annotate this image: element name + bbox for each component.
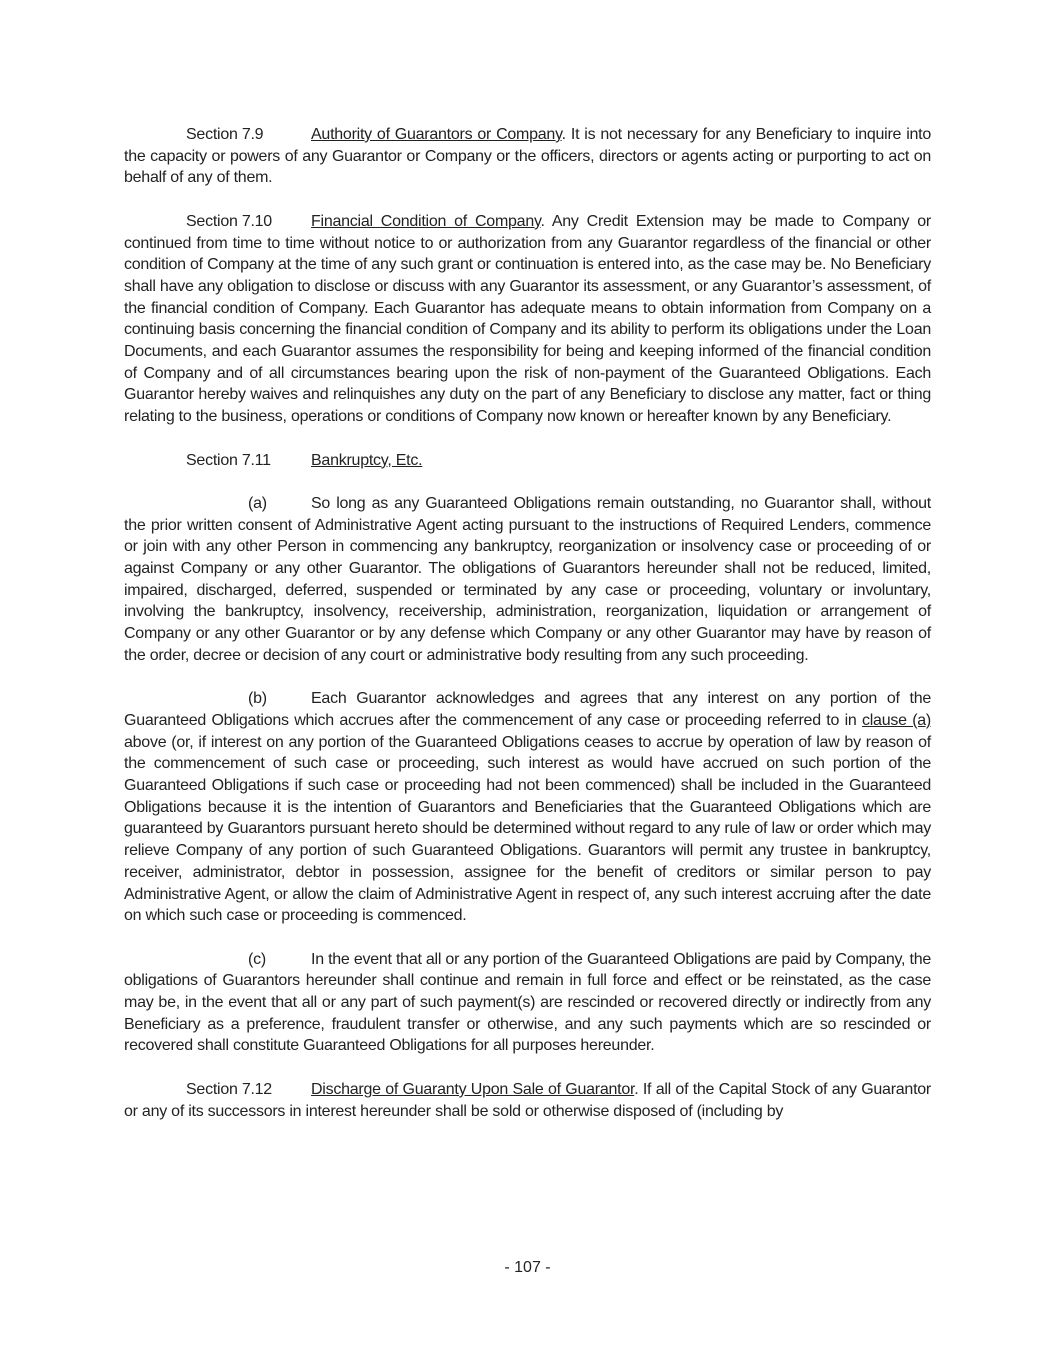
section-label: Section 7.9 [186,126,264,143]
clause-text: So long as any Guaranteed Obligations remain outstanding, no Guarantor shall, without the prior written consent of Administrative Agent acting pursuant to the instructions of Required Lenders, commence or join with any other Person in commencing any bankruptcy, reorganization or insolvency case or proceeding of or against Company or any other Guarantor. The obligations of Guarantors hereunder shall not be reduced, limited, impaired, discharged, deferred, suspended or terminated by any case or proceeding, voluntary or involuntary, involving the bankruptcy, insolvency, receivership, administration, reorganization, liquidation or arrangement of Company or any other Guarantor or by any defense which Company or any other Guarantor may have by reason of the order, decree or decision of any court or administrative body resulting from any such proceeding. [124,494,931,664]
clause-label: (b) [248,690,267,708]
section-7-11 [124,450,931,472]
clause-text: Each Guarantor acknowledges and agrees that any interest on any portion of the Guaranteed Obligations which accrues after the commencement of any case or proceeding referred to in [124,690,931,729]
section-title: Authority of Guarantors or Company [311,126,562,143]
clause-reference: clause (a) [862,711,932,729]
clause-text-cont: above (or, if interest on any portion of the Guaranteed Obligations ceases to accrue by operation of law by reason of the commencement of such case or proceeding, such interest as would have accrued on such portion of the Guaranteed Obligations if such case or proceeding had not been commenced) shall be included in the Guaranteed Obligations because it is the intention of Guarantors and Beneficiaries that the Guaranteed Obligations which are guaranteed by Guarantors pursuant hereto should be determined without regard to any rule of law or order which may relieve Company of any portion of such Guaranteed Obligations. Guarantors will permit any trustee in bankruptcy, receiver, administrator, debtor in possession, assignee for the benefit of creditors or similar person to pay Administrative Agent, or allow the claim of Administrative Agent in respect of, any such interest accruing after the date on which such case or proceeding is commenced. [124,733,931,925]
section-7-12 [124,1079,931,1122]
clause-label: (a) [248,494,267,512]
section-title: Discharge of Guaranty Upon Sale of Guarantor [311,1080,635,1098]
section-label: Section 7.11 [186,451,271,469]
clause-c [124,949,931,1058]
section-7-9 [124,124,931,189]
section-label: Section 7.10 [186,212,272,230]
clause-text: In the event that all or any portion of the Guaranteed Obligations are paid by Company, the obligations of Guarantors hereunder shall continue and remain in full force and effect or be reinstated, as the case may be, in the event that all or any part of such payment(s) are rescinded or recovered directly or indirectly from any Beneficiary as a preference, fraudulent transfer or otherwise, and any such payments which are so rescinded or recovered shall constitute Guaranteed Obligations for all purposes hereunder. [124,950,931,1055]
page-number: - 107 - [504,1259,551,1276]
section-label: Section 7.12 [186,1080,272,1098]
document-page [124,124,931,1144]
clause-b [124,688,931,927]
section-text: . Any Credit Extension may be made to Company or continued from time to time without notice to or authorization from any Guarantor regardless of the financial or other condition of Company at the time of any such grant or continuation is entered into, as the case may be. No Beneficiary shall have any obligation to disclose or discuss with any Guarantor its assessment, or any Guarantor’s assessment, of the financial condition of Company. Each Guarantor has adequate means to obtain information from Company on a continuing basis concerning the financial condition of Company and its ability to perform its obligations under the Loan Documents, and each Guarantor assumes the responsibility for being and keeping informed of the financial condition of Company and of all circumstances bearing upon the risk of non-payment of the Guaranteed Obligations. Each Guarantor hereby waives and relinquishes any duty on the part of any Beneficiary to disclose any matter, fact or thing relating to the business, operations or conditions of Company now known or hereafter known by any Beneficiary. [124,212,931,426]
clause-label: (c) [248,950,266,968]
section-title: Bankruptcy, Etc. [311,451,423,469]
section-text: . If all of the Capital Stock of any Guarantor or any of its successors in interest hereunder shall be sold or otherwise disposed of (including by [124,1080,931,1120]
section-title: Financial Condition of Company [311,212,541,230]
section-text: . It is not necessary for any Beneficiary to inquire into the capacity or powers of any Guarantor or Company or the officers, directors or agents acting or purporting to act on behalf of any of them. [124,126,932,187]
clause-a [124,493,931,667]
section-7-10 [124,211,931,428]
